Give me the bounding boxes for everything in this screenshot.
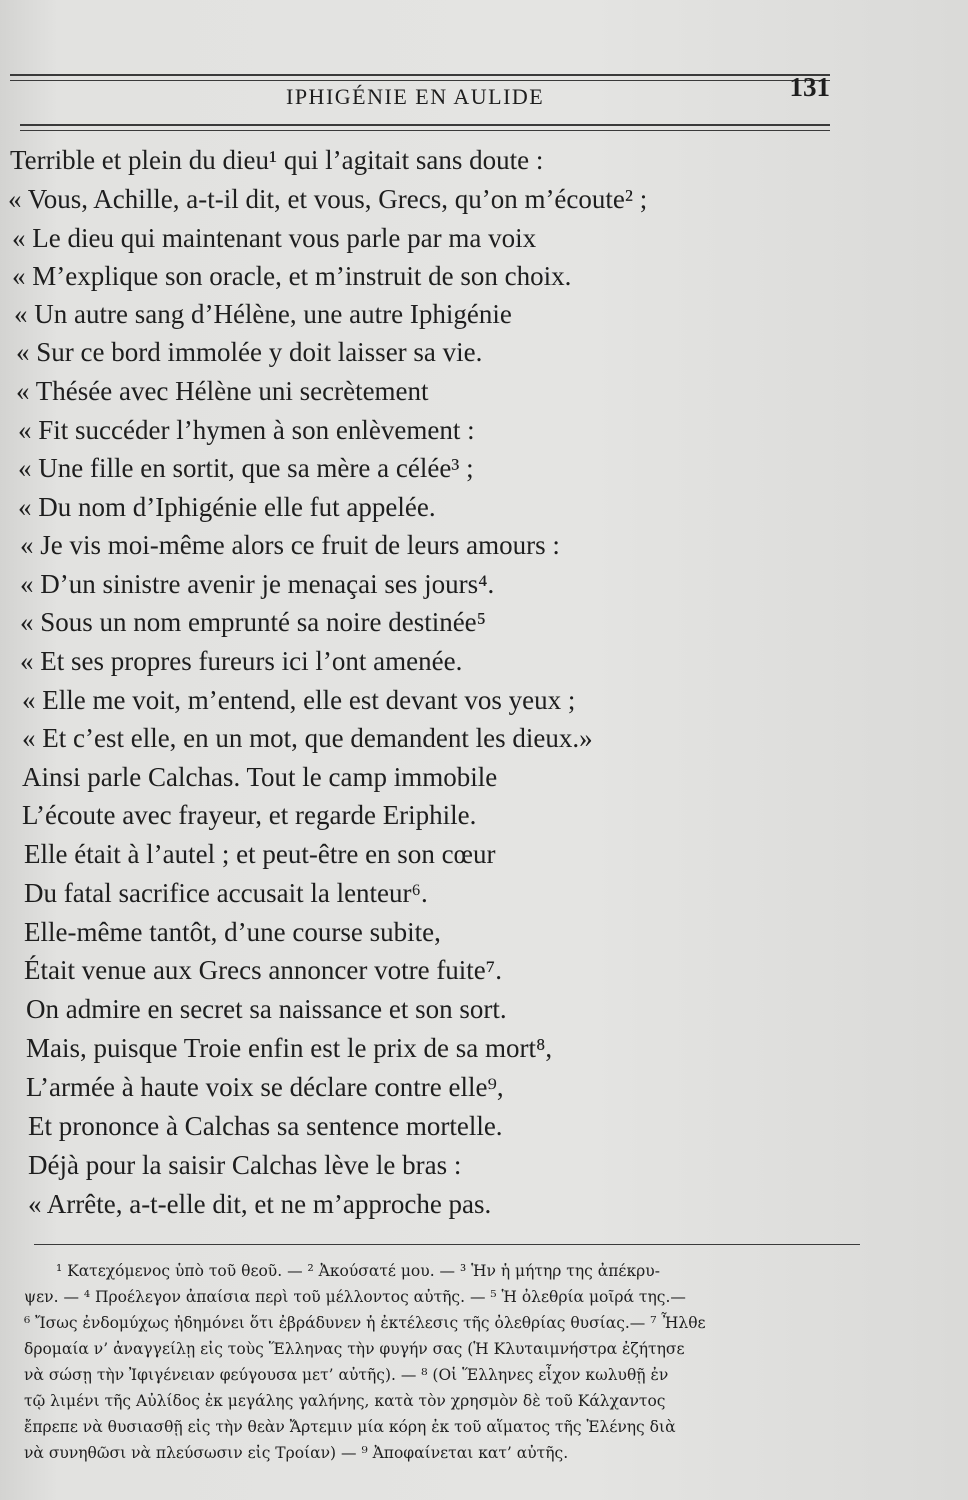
verse-line: On admire en secret sa naissance et son sort. bbox=[26, 994, 507, 1024]
verse-line: L’armée à haute voix se déclare contre elle⁹, bbox=[26, 1072, 504, 1102]
footnote-line: ψεν. — ⁴ Προέλεγον ἀπαίσια περὶ τοῦ μέλλοντος αὐτῆς. — ⁵ Ἡ ὀλεθρία μοῖρά της.— bbox=[24, 1288, 686, 1306]
header-rule-top bbox=[10, 74, 830, 76]
footnote-rule bbox=[34, 1244, 860, 1245]
verse-line: Mais, puisque Troie enfin est le prix de sa mort⁸, bbox=[26, 1033, 553, 1063]
footnote-line: ¹ Κατεχόμενος ὑπὸ τοῦ θεοῦ. — ² Ἀκούσατέ μου. — ³ Ἡν ἡ μήτηρ της ἀπέκρυ- bbox=[56, 1262, 660, 1280]
footnote-line: τῷ λιμένι τῆς Αὐλίδος ἐκ μεγάλης γαλήνης, κατὰ τὸν χρησμὸν δὲ τοῦ Κάλχαντος bbox=[24, 1392, 666, 1410]
verse-line: Elle était à l’autel ; et peut-être en son cœur bbox=[24, 839, 496, 869]
verse-line: L’écoute avec frayeur, et regarde Eriphile. bbox=[22, 800, 477, 830]
verse-line: « Le dieu qui maintenant vous parle par ma voix bbox=[12, 223, 537, 253]
verse-line: Ainsi parle Calchas. Tout le camp immobile bbox=[22, 762, 498, 792]
verse-line: « Elle me voit, m’entend, elle est devant vos yeux ; bbox=[22, 685, 576, 715]
header-rule-top-thin bbox=[10, 80, 830, 81]
verse-line: Déjà pour la saisir Calchas lève le bras : bbox=[28, 1150, 462, 1180]
verse-line: « Sur ce bord immolée y doit laisser sa vie. bbox=[16, 337, 483, 367]
header-rule-bottom bbox=[20, 124, 830, 126]
verse-line: « Thésée avec Hélène uni secrètement bbox=[16, 376, 429, 406]
verse-line: « Et ses propres fureurs ici l’ont amenée. bbox=[20, 646, 463, 676]
verse-line: Elle-même tantôt, d’une course subite, bbox=[24, 917, 441, 947]
verse-line: « Et c’est elle, en un mot, que demandent les dieux.» bbox=[22, 723, 593, 753]
verse-line: Du fatal sacrifice accusait la lenteur⁶. bbox=[24, 878, 428, 908]
footnote-line: δρομαία ν’ ἀναγγείλῃ εἰς τοὺς Ἕλληνας τὴν φυγήν σας (Ἡ Κλυταιμνήστρα ἐζήτησε bbox=[24, 1340, 685, 1358]
verse-line: « D’un sinistre avenir je menaçai ses jours⁴. bbox=[20, 569, 495, 599]
footnote-line: ⁶ Ἴσως ἐνδομύχως ἠδημόνει ὅτι ἐβράδυνεν ἡ ἐκτέλεσις τῆς ὀλεθρίας θυσίας.— ⁷ Ἦλθε bbox=[24, 1314, 706, 1332]
verse-line: Terrible et plein du dieu¹ qui l’agitait sans doute : bbox=[10, 145, 544, 175]
verse-line: « Vous, Achille, a-t-il dit, et vous, Grecs, qu’on m’écoute² ; bbox=[8, 184, 648, 214]
verse-line: « Arrête, a-t-elle dit, et ne m’approche pas. bbox=[28, 1189, 492, 1219]
verse-line: « Un autre sang d’Hélène, une autre Iphigénie bbox=[14, 299, 512, 329]
page-number: 131 bbox=[789, 72, 830, 102]
footnote-line: ἔπρεπε νὰ θυσιασθῇ εἰς τὴν θεὰν Ἄρτεμιν μία κόρη ἐκ τοῦ αἵματος τῆς Ἑλένης διὰ bbox=[24, 1418, 676, 1436]
verse-line: « Du nom d’Iphigénie elle fut appelée. bbox=[18, 492, 436, 522]
footnote-line: νὰ σώσῃ τὴν Ἰφιγένειαν φεύγουσα μετ’ αὐτῆς). — ⁸ (Οἱ Ἕλληνες εἶχον κωλυθῇ ἐν bbox=[24, 1366, 669, 1384]
header-rule-bottom-thin bbox=[20, 130, 830, 131]
footnote-line: νὰ συνηθῶσι νὰ πλεύσωσιν εἰς Τροίαν) — ⁹ Ἀποφαίνεται κατ’ αὐτῆς. bbox=[24, 1444, 569, 1462]
verse-line: « Une fille en sortit, que sa mère a célée³ ; bbox=[18, 453, 474, 483]
verse-line: « Fit succéder l’hymen à son enlèvement : bbox=[18, 415, 475, 445]
verse-line: « Sous un nom emprunté sa noire destinée⁵ bbox=[20, 607, 487, 637]
verse-line: « Je vis moi-même alors ce fruit de leurs amours : bbox=[20, 530, 560, 560]
verse-line: Et prononce à Calchas sa sentence mortelle. bbox=[28, 1111, 503, 1141]
verse-line: « M’explique son oracle, et m’instruit de son choix. bbox=[12, 261, 572, 291]
verse-line: Était venue aux Grecs annoncer votre fuite⁷. bbox=[24, 955, 502, 985]
running-title: IPHIGÉNIE EN AULIDE bbox=[286, 84, 545, 109]
